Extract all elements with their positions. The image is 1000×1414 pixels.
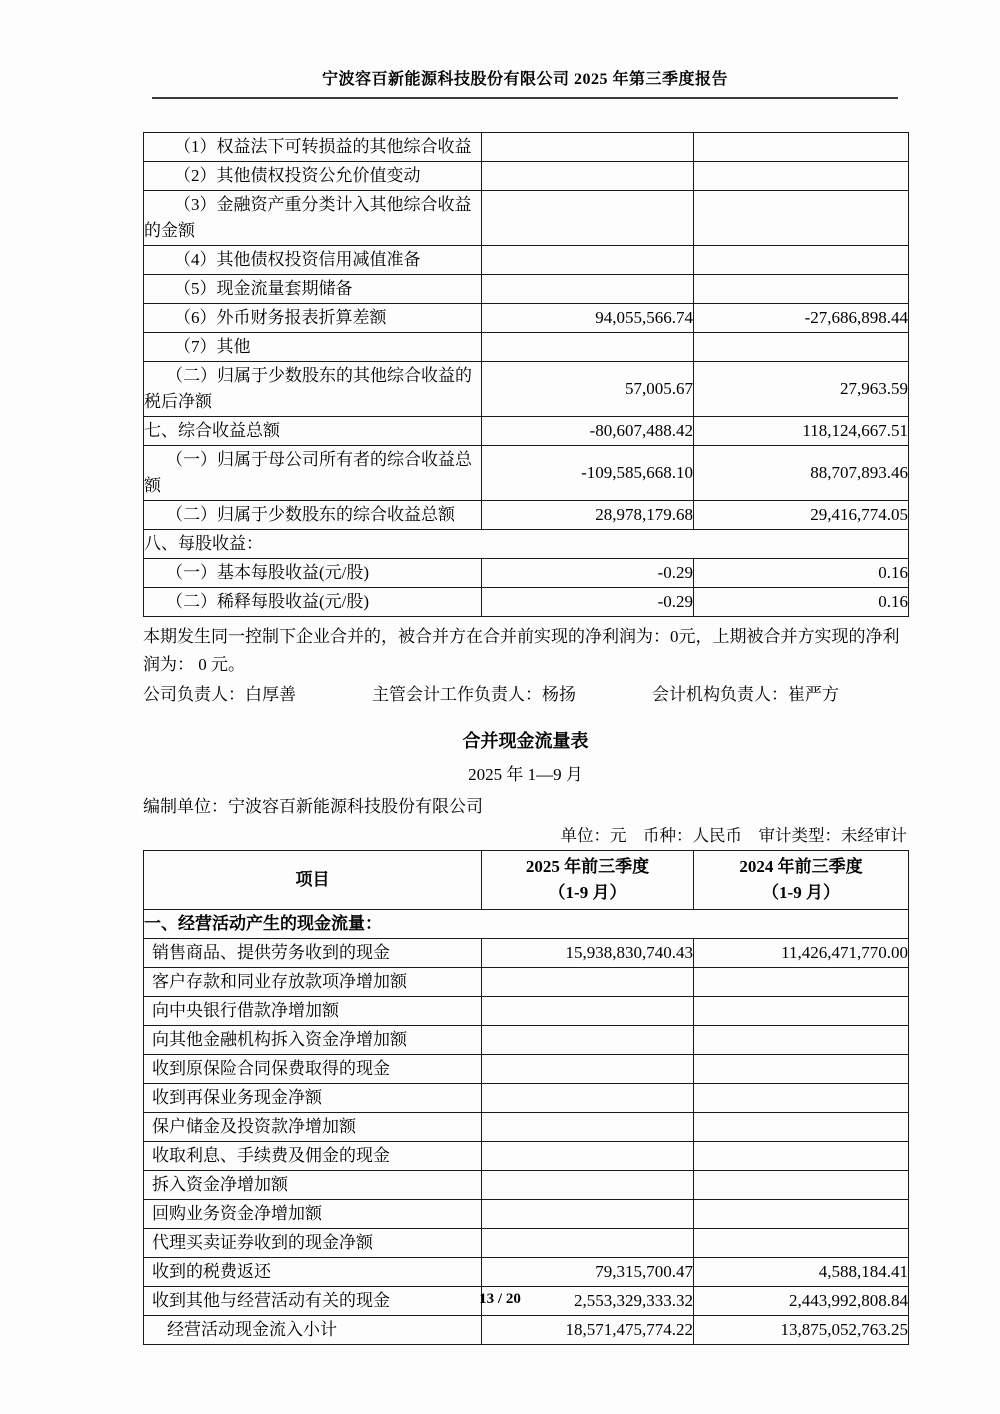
value-2024-cell: [694, 1142, 909, 1171]
value-2025-cell: 79,315,700.47: [482, 1258, 694, 1287]
row-label-cell: 代理买卖证券收到的现金净额: [144, 1229, 482, 1258]
value-2025-cell: [482, 1026, 694, 1055]
row-label-cell: 客户存款和同业存放款项净增加额: [144, 968, 482, 997]
agency-head: 会计机构负责人：崔严方: [652, 685, 839, 704]
row-label-cell: 收到原保险合同保费取得的现金: [144, 1055, 482, 1084]
page-number: 13 / 20: [479, 1291, 521, 1307]
value-2024-cell: -27,686,898.44: [694, 304, 909, 333]
value-2024-cell: 27,963.59: [694, 362, 909, 417]
table-row: [144, 1200, 909, 1229]
value-2025-cell: 15,938,830,740.43: [482, 939, 694, 968]
value-2024-cell: [694, 333, 909, 362]
table-row: [144, 275, 909, 304]
value-2025-cell: [482, 968, 694, 997]
table-row: [144, 1026, 909, 1055]
table-row: [144, 530, 909, 559]
table-row: [144, 162, 909, 191]
value-2024-cell: 11,426,471,770.00: [694, 939, 909, 968]
row-label-cell: （一）基本每股收益(元/股): [144, 559, 482, 588]
row-label-cell: 八、每股收益：: [144, 530, 909, 559]
row-label-cell: 拆入资金净增加额: [144, 1171, 482, 1200]
document-header-title: 宁波容百新能源科技股份有限公司 2025 年第三季度报告: [152, 66, 898, 99]
table-row: [144, 133, 909, 162]
row-label-cell: 向中央银行借款净增加额: [144, 997, 482, 1026]
statement-title: 合并现金流量表: [462, 731, 589, 751]
row-label-cell: 一、经营活动产生的现金流量：: [144, 910, 909, 939]
value-2025-cell: 28,978,179.68: [482, 501, 694, 530]
value-2024-cell: [694, 1026, 909, 1055]
table-row: [144, 1055, 909, 1084]
table-row: [144, 559, 909, 588]
value-2025-cell: 57,005.67: [482, 362, 694, 417]
value-2024-cell: [694, 1200, 909, 1229]
responsible-persons-line: [143, 681, 908, 709]
row-label-cell: （1）权益法下可转损益的其他综合收益: [144, 133, 482, 162]
value-2025-cell: -109,585,668.10: [482, 446, 694, 501]
row-label-cell: 回购业务资金净增加额: [144, 1200, 482, 1229]
value-2025-cell: [482, 191, 694, 246]
value-2025-cell: [482, 133, 694, 162]
table-row: [144, 1229, 909, 1258]
page-content: [143, 0, 908, 1345]
table-row: [144, 910, 909, 939]
row-label-cell: （一）归属于母公司所有者的综合收益总额: [144, 446, 482, 501]
value-2024-cell: [694, 1113, 909, 1142]
value-2024-cell: 2,443,992,808.84: [694, 1287, 909, 1316]
table-row: [144, 588, 909, 617]
row-label-cell: （3）金融资产重分类计入其他综合收益的金额: [144, 191, 482, 246]
row-label-cell: （二）归属于少数股东的综合收益总额: [144, 501, 482, 530]
row-label-cell: （6）外币财务报表折算差额: [144, 304, 482, 333]
value-2024-cell: 118,124,667.51: [694, 417, 909, 446]
accounting-head: 主管会计工作负责人：杨扬: [372, 685, 576, 704]
row-label-cell: （2）其他债权投资公允价值变动: [144, 162, 482, 191]
value-2024-cell: [694, 1171, 909, 1200]
header-2024-cell: [694, 851, 909, 910]
value-2025-cell: [482, 333, 694, 362]
value-2025-cell: [482, 162, 694, 191]
header-2025-line1: 2025 年前三季度: [525, 857, 650, 876]
table-row: [144, 304, 909, 333]
table-row: [144, 501, 909, 530]
row-label-cell: 七、综合收益总额: [144, 417, 482, 446]
statement-period: 2025 年 1—9 月: [468, 765, 583, 784]
value-2024-cell: [694, 133, 909, 162]
row-label-cell: （7）其他: [144, 333, 482, 362]
row-label-cell: （二）归属于少数股东的其他综合收益的税后净额: [144, 362, 482, 417]
row-label-cell: 向其他金融机构拆入资金净增加额: [144, 1026, 482, 1055]
table-row: [144, 446, 909, 501]
unit-currency-audit-line: 单位：元 币种：人民币 审计类型：未经审计: [560, 826, 907, 845]
header-item-cell: [144, 851, 482, 910]
value-2025-cell: 2,553,329,333.32: [482, 1287, 694, 1316]
value-2024-cell: [694, 275, 909, 304]
company-head: 公司负责人：白厚善: [143, 685, 296, 704]
header-2025-line2: （1-9 月）: [548, 883, 627, 902]
value-2025-cell: [482, 997, 694, 1026]
value-2024-cell: 0.16: [694, 588, 909, 617]
prepared-by-line: 编制单位：宁波容百新能源科技股份有限公司: [143, 797, 483, 816]
value-2024-cell: 88,707,893.46: [694, 446, 909, 501]
value-2025-cell: -0.29: [482, 559, 694, 588]
row-label-cell: 经营活动现金流入小计: [144, 1316, 482, 1345]
header-2024-line2: （1-9 月）: [762, 883, 840, 902]
value-2024-cell: [694, 191, 909, 246]
table-row: [144, 191, 909, 246]
table-row: [144, 1113, 909, 1142]
value-2025-cell: [482, 1171, 694, 1200]
value-2025-cell: [482, 275, 694, 304]
merger-note: 本期发生同一控制下企业合并的，被合并方在合并前实现的净利润为：0元，上期被合并方实现的净利润为： 0 元。: [143, 627, 900, 674]
table-row: [144, 246, 909, 275]
row-label-cell: 收到的税费返还: [144, 1258, 482, 1287]
value-2025-cell: 94,055,566.74: [482, 304, 694, 333]
value-2025-cell: [482, 1200, 694, 1229]
table-row: [144, 362, 909, 417]
row-label-cell: （二）稀释每股收益(元/股): [144, 588, 482, 617]
value-2025-cell: -80,607,488.42: [482, 417, 694, 446]
value-2024-cell: 29,416,774.05: [694, 501, 909, 530]
value-2024-cell: [694, 1055, 909, 1084]
cash-flow-header-row: [144, 851, 909, 910]
table-row: [144, 333, 909, 362]
table-row: [144, 1171, 909, 1200]
value-2024-cell: [694, 162, 909, 191]
table-row: [144, 417, 909, 446]
table-row: [144, 1258, 909, 1287]
row-label-cell: 收取利息、手续费及佣金的现金: [144, 1142, 482, 1171]
value-2024-cell: [694, 997, 909, 1026]
value-2025-cell: [482, 1142, 694, 1171]
row-label-cell: 收到其他与经营活动有关的现金: [144, 1287, 482, 1316]
row-label-cell: 保户储金及投资款净增加额: [144, 1113, 482, 1142]
value-2025-cell: [482, 1055, 694, 1084]
value-2025-cell: -0.29: [482, 588, 694, 617]
table-row: [144, 1142, 909, 1171]
value-2024-cell: [694, 246, 909, 275]
value-2025-cell: [482, 1113, 694, 1142]
value-2025-cell: 18,571,475,774.22: [482, 1316, 694, 1345]
value-2025-cell: [482, 1084, 694, 1113]
value-2024-cell: 13,875,052,763.25: [694, 1316, 909, 1345]
value-2025-cell: [482, 246, 694, 275]
value-2024-cell: 0.16: [694, 559, 909, 588]
header-item-label: 项目: [295, 870, 330, 889]
table-row: [144, 968, 909, 997]
table-row: [144, 1316, 909, 1345]
table-row: [144, 997, 909, 1026]
row-label-cell: 销售商品、提供劳务收到的现金: [144, 939, 482, 968]
value-2024-cell: [694, 968, 909, 997]
row-label-cell: （5）现金流量套期储备: [144, 275, 482, 304]
value-2024-cell: 4,588,184.41: [694, 1258, 909, 1287]
comprehensive-income-table: [143, 132, 909, 617]
row-label-cell: 收到再保业务现金净额: [144, 1084, 482, 1113]
cash-flow-table: [143, 850, 909, 1345]
header-2025-cell: [482, 851, 694, 910]
table-row: [144, 939, 909, 968]
value-2024-cell: [694, 1229, 909, 1258]
header-2024-line1: 2024 年前三季度: [739, 857, 863, 876]
row-label-cell: （4）其他债权投资信用减值准备: [144, 246, 482, 275]
value-2024-cell: [694, 1084, 909, 1113]
table-row: [144, 1084, 909, 1113]
value-2025-cell: [482, 1229, 694, 1258]
